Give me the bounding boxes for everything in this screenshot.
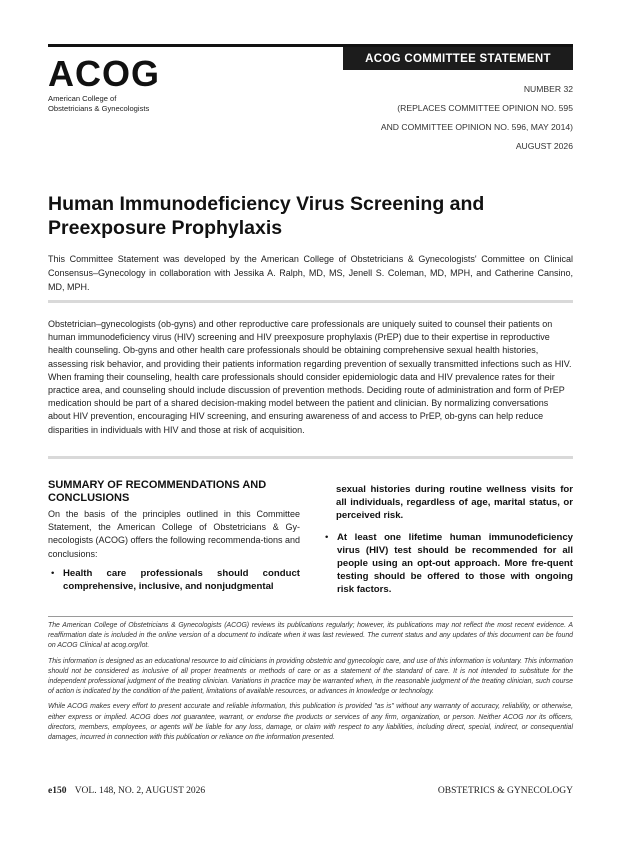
recommendation-list bbox=[48, 567, 300, 593]
abstract: Obstetrician–gynecologists (ob-gyns) and other reproductive care professionals are uniquely suited to counsel their patients on human immunodeficiency virus (HIV) screening and HIV preexposure prophylaxis (PrEP) due to their expertise in reproductive health counseling. Ob-gyns and other health care professionals should be obtaining comprehensive sexual health histories, assessing risk behavior, and providing their patients information regarding prevention of sexually transmitted infections such as HIV. When framing their counseling, health care professionals should consider epidemiologic data and HIV prevalence rates for their practice area, and counseling should include discussion of prevention methods. Deciding route of administration and form of PrEP medication should be part of a shared decision-making model between the patient and clinician. By normalizing conversations about HIV prevention, encouraging HIV screening, and ensuring awareness of and access to PrEP, ob-gyns can help reduce disparities in individuals with HIV and those at risk of acquisition. bbox=[48, 319, 572, 435]
disclaimer-divider bbox=[48, 616, 573, 617]
bullet-icon: • bbox=[51, 567, 55, 579]
page-number: e150 bbox=[48, 786, 67, 796]
summary-column-left bbox=[48, 479, 300, 593]
statement-meta bbox=[381, 80, 573, 156]
disclaimers bbox=[48, 621, 573, 748]
logo-line-2: Obstetricians & Gynecologists bbox=[48, 103, 150, 113]
acog-logo bbox=[48, 53, 168, 113]
replaces-line-2: AND COMMITTEE OPINION NO. 596, MAY 2014) bbox=[380, 122, 573, 132]
statement-number: NUMBER 32 bbox=[523, 84, 573, 94]
logo-line-1: American College of bbox=[48, 94, 117, 103]
logo-mark: ACOG bbox=[48, 53, 160, 94]
recommendation-item bbox=[322, 531, 573, 596]
page-title: Human Immunodeficiency Virus Screening and Preexposure Prophylaxis bbox=[48, 193, 485, 239]
divider-bottom bbox=[48, 456, 573, 459]
statement-date: AUGUST 2026 bbox=[515, 141, 573, 151]
summary-heading: SUMMARY OF RECOMMENDATIONS AND CONCLUSIONS bbox=[48, 479, 267, 504]
summary-column-right bbox=[322, 483, 573, 596]
journal-name: OBSTETRICS & GYNECOLOGY bbox=[437, 786, 573, 796]
recommendation-item bbox=[48, 567, 300, 593]
disclaimer-paragraph: This information is designed as an educational resource to aid clinicians in providing obstetric and gynecologic care, and use of this information is voluntary. This information should not be considered as inclusive of all proper treatments or methods of care or as a statement of the standard of care. It is not intended to substitute for the independent professional judgment of the treating clinician. Variations in practice may be warranted when, in the reasonable judgment of the treating clinician, such course of action is indicated by the condition of the patient, limitations of available resources, or advances in knowledge or technology. bbox=[48, 657, 573, 696]
recommendation-continuation: sexual histories during routine wellness visits for all individuals, regardless of age, marital status, or perceived risk. bbox=[336, 484, 573, 521]
replaces-line-1: (REPLACES COMMITTEE OPINION NO. 595 bbox=[397, 103, 573, 113]
recommendation-list-continued bbox=[322, 531, 573, 596]
page-footer bbox=[48, 786, 573, 796]
document-type-badge: ACOG COMMITTEE STATEMENT bbox=[343, 47, 573, 70]
author-credit: This Committee Statement was developed by the American College of Obstetricians & Gynecologists' Committee on Clinical Consensus–Gynecology in collaboration with Jessika A. Ralph, MD, MS, Jenell S. Coleman, MD, MPH, and Catherine Cansino, MD, MPH. bbox=[48, 254, 573, 292]
recommendation-text: At least one lifetime human immunodeficiency virus (HIV) test should be recommended for all people using an opt-out approach. More fre-quent testing should be offered to those with ongoing risk factors. bbox=[337, 532, 573, 595]
summary-intro: On the basis of the principles outlined in this Committee Statement, the American College of Obstetricians & Gy-necologists (ACOG) offers the following recommenda-tions and conclusions: bbox=[48, 509, 300, 559]
disclaimer-paragraph: While ACOG makes every effort to present accurate and reliable information, this publication is provided "as is" without any warranty of accuracy, reliability, or otherwise, either express or implied. ACOG does not guarantee, warrant, or endorse the products or services of any firm, organization, or person. Neither ACOG nor its officers, directors, members, employees, or agents will be liable for any loss, damage, or claim with respect to any liabilities, including direct, special, indirect, or consequential damages, incurred in connection with this publication or reliance on the information presented. bbox=[48, 703, 573, 742]
divider-top bbox=[48, 300, 573, 303]
recommendation-text: Health care professionals should conduct comprehensive, inclusive, and nonjudgmental bbox=[63, 567, 300, 592]
volume-info: VOL. 148, NO. 2, AUGUST 2026 bbox=[74, 786, 206, 796]
bullet-icon: • bbox=[325, 532, 329, 543]
disclaimer-paragraph: The American College of Obstetricians & Gynecologists (ACOG) reviews its publications regularly; however, its publications may not reflect the most recent evidence. A reaffirmation date is included in the online version of a document to indicate when it was last reviewed. The current status and any updates of this document can be found on ACOG Clinical at acog.org/lot. bbox=[48, 622, 573, 650]
